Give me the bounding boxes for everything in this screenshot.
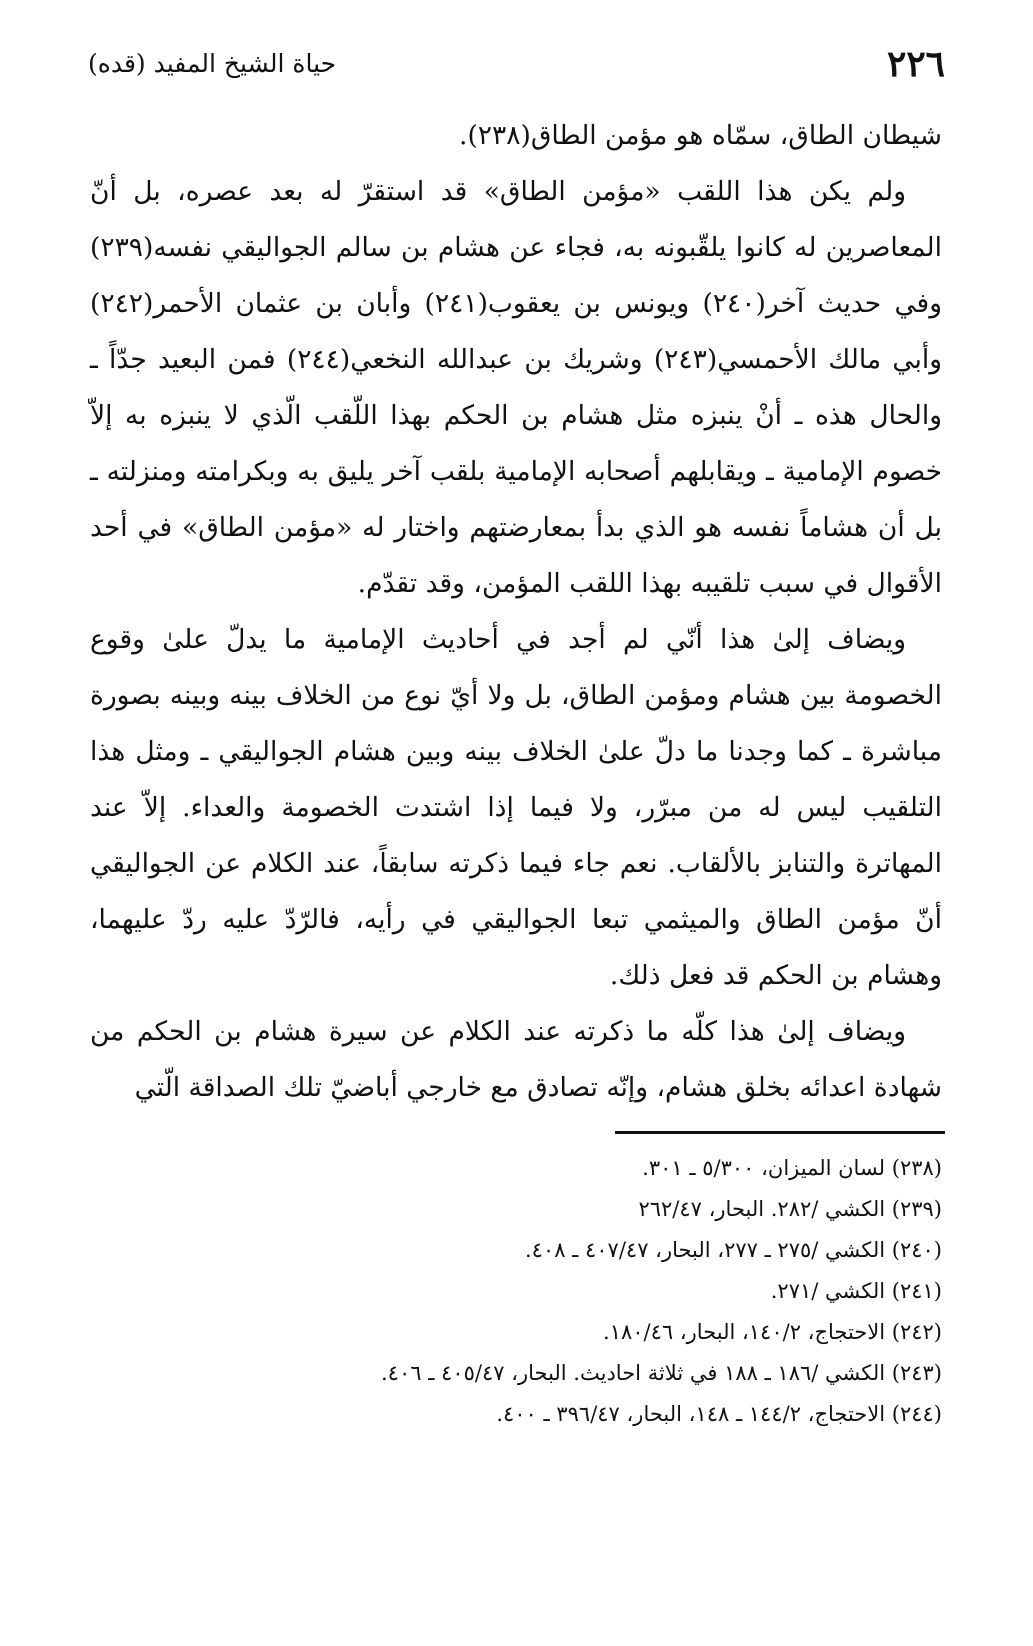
- footnote: (٢٣٨) لسان الميزان، ٥/٣٠٠ ـ ٣٠١.: [642, 1156, 942, 1180]
- footnote: (٢٤٣) الكشي /١٨٦ ـ ١٨٨ في ثلاثة احاديث. البحار، ٤٠٥/٤٧ ـ ٤٠٦.: [380, 1361, 942, 1385]
- footnote: (٢٤٤) الاحتجاج، ١٤٤/٢ ـ ١٤٨، البحار، ٣٩٦/٤٧ ـ ٤٠٠.: [496, 1402, 942, 1426]
- paragraph: شيطان الطاق، سمّاه هو مؤمن الطاق(٢٣٨).: [459, 120, 942, 151]
- footnote: (٢٤٢) الاحتجاج، ١٤٠/٢، البحار، ١٨٠/٤٦.: [603, 1320, 942, 1344]
- footnote: (٢٤٠) الكشي /٢٧٥ ـ ٢٧٧، البحار، ٤٠٧/٤٧ ـ ٤٠٨.: [524, 1238, 942, 1262]
- footnote-divider: [615, 1131, 945, 1134]
- footnotes: [90, 1148, 942, 1435]
- paragraph: ولم يكن هذا اللقب «مؤمن الطاق» قد استقرّ له بعد عصره، بل أنّ المعاصرين له كانوا يلقّبونه به، فجاء عن هشام بن سالم الجواليقي نفسه(٢٣٩) وفي حديث آخر(٢٤٠) ويونس بن يعقوب(٢٤١) وأبان بن عثمان الأحمر(٢٤٢) وأبي مالك الأحمسي(٢٤٣) وشريك بن عبدالله النخعي(٢٤٤) فمن البعيد جدّاً ـ والحال هذه ـ أنْ ينبزه مثل هشام بن الحكم بهذا اللّقب الّذي لا ينبزه به إلاّ خصوم الإمامية ـ ويقابلهم أصحابه الإمامية بلقب آخر يليق به وبكرامته ومنزلته ـ بل أن هشاماً نفسه هو الذي بدأ بمعارضتهم واختار له «مؤمن الطاق» في أحد الأقوال في سبب تلقيبه بهذا اللقب المؤمن، وقد تقدّم.: [90, 176, 943, 599]
- footnote: (٢٣٩) الكشي /٢٨٢. البحار، ٢٦٢/٤٧: [638, 1197, 942, 1221]
- footnote: (٢٤١) الكشي /٢٧١.: [770, 1279, 942, 1303]
- paragraph: ويضاف إلىٰ هذا أنّي لم أجد في أحاديث الإمامية ما يدلّ علىٰ وقوع الخصومة بين هشام ومؤمن الطاق، بل ولا أيّ نوع من الخلاف بينه وبينه بصورة مباشرة ـ كما وجدنا ما دلّ علىٰ الخلاف بينه وبين هشام الجواليقي ـ ومثل هذا التلقيب ليس له من مبرّر، ولا فيما إذا اشتدت الخصومة والعداء. إلاّ عند المهاترة والتنابز بالألقاب. نعم جاء فيما ذكرته سابقاً، عند الكلام عن الجواليقي أنّ مؤمن الطاق والميثمي تبعا الجواليقي في رأيه، فالرّدّ عليه ردّ عليهما، وهشام بن الحكم قد فعل ذلك.: [90, 624, 942, 991]
- body-text: [90, 108, 942, 1116]
- running-title: حياة الشيخ المفيد (قده): [88, 49, 337, 78]
- page-header: [88, 42, 945, 92]
- page-number: ٢٢٦: [886, 43, 945, 85]
- paragraph: ويضاف إلىٰ هذا كلّه ما ذكرته عند الكلام عن سيرة هشام بن الحكم من شهادة اعدائه بخلق هشام، وإنّه تصادق مع خارجي أباضيّ تلك الصداقة الّتي: [90, 1016, 942, 1103]
